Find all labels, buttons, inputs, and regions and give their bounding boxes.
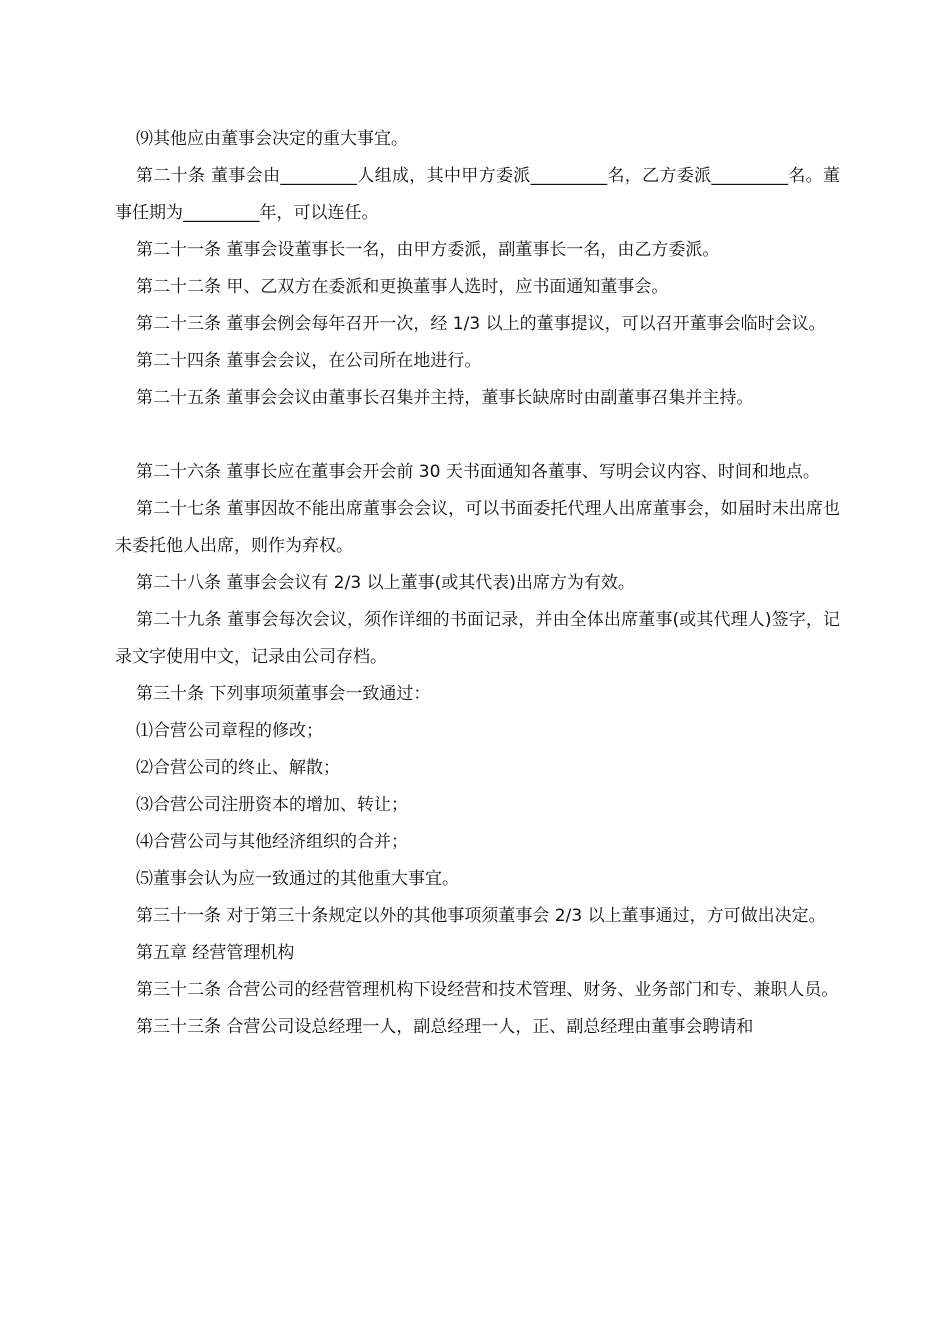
blank-line	[115, 417, 840, 454]
article-22: 第二十二条 甲、乙双方在委派和更换董事人选时，应书面通知董事会。	[136, 277, 669, 297]
article-21: 第二十一条 董事会设董事长一名，由甲方委派，副董事长一名，由乙方委派。	[136, 240, 720, 260]
paragraph-item-9: ⑼其他应由董事会决定的重大事宜。	[136, 129, 408, 149]
list-item-2: ⑵合营公司的终止、解散；	[136, 758, 340, 778]
list-item-4: ⑷合营公司与其他经济组织的合并；	[136, 832, 408, 852]
article-29: 第二十九条 董事会每次会议，须作详细的书面记录，并由全体出席董事(或其代理人)签字，记录文字使用中文，记录由公司存档。	[115, 610, 840, 667]
article-25: 第二十五条 董事会会议由董事长召集并主持，董事长缺席时由副董事召集并主持。	[136, 388, 754, 408]
article-20: 第二十条 董事会由_________人组成，其中甲方委派_________名，乙方委派_________名。董事任期为_________年，可以连任。	[115, 166, 840, 223]
article-33: 第三十三条 合营公司设总经理一人，副总经理一人，正、副总经理由董事会聘请和	[136, 1017, 754, 1037]
article-28: 第二十八条 董事会会议有 2/3 以上董事(或其代表)出席方为有效。	[136, 573, 635, 593]
list-item-5: ⑸董事会认为应一致通过的其他重大事宜。	[136, 869, 459, 889]
list-item-1: ⑴合营公司章程的修改；	[136, 721, 323, 741]
document-body	[115, 121, 840, 1046]
article-27: 第二十七条 董事因故不能出席董事会会议，可以书面委托代理人出席董事会，如届时未出席也未委托他人出席，则作为弃权。	[115, 499, 840, 556]
chapter-heading: 第五章 经营管理机构	[136, 943, 295, 963]
article-23: 第二十三条 董事会例会每年召开一次，经 1/3 以上的董事提议，可以召开董事会临时会议。	[136, 314, 826, 334]
list-item-3: ⑶合营公司注册资本的增加、转让；	[136, 795, 408, 815]
article-26: 第二十六条 董事长应在董事会开会前 30 天书面通知各董事、写明会议内容、时间和地点。	[136, 462, 820, 482]
article-32: 第三十二条 合营公司的经营管理机构下设经营和技术管理、财务、业务部门和专、兼职人员。	[136, 980, 839, 1000]
article-24: 第二十四条 董事会会议，在公司所在地进行。	[136, 351, 482, 371]
article-31: 第三十一条 对于第三十条规定以外的其他事项须董事会 2/3 以上董事通过，方可做出决定。	[136, 906, 826, 926]
article-30: 第三十条 下列事项须董事会一致通过：	[136, 684, 431, 704]
